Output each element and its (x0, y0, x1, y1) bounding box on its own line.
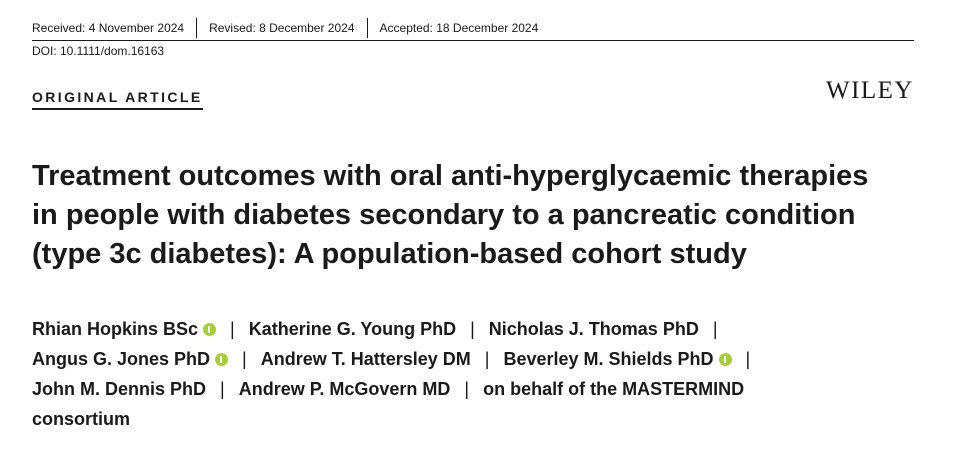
article-type-label: ORIGINAL ARTICLE (32, 89, 203, 110)
author-separator: | (242, 349, 247, 369)
header-rule (32, 40, 914, 41)
author-line-2 (32, 344, 932, 374)
publisher-logo: WILEY (825, 77, 914, 104)
orcid-icon[interactable] (203, 323, 216, 336)
title-line-2: in people with diabetes secondary to a pancreatic condition (32, 199, 856, 231)
consortium-credit-cont: consortium (32, 409, 131, 429)
author-separator: | (470, 319, 475, 339)
author-separator: | (712, 319, 718, 339)
doi-link[interactable]: DOI: 10.1111/dom.16163 (32, 44, 165, 58)
author-separator: | (230, 319, 235, 339)
author-line-4 (32, 404, 932, 434)
revised-date: Revised: 8 December 2024 (196, 18, 366, 38)
author-separator: | (484, 349, 490, 369)
orcid-icon[interactable] (719, 353, 732, 366)
author-hopkins[interactable] (32, 314, 216, 344)
publication-dates (32, 18, 550, 38)
author-line-1 (32, 314, 932, 344)
consortium-credit: on behalf of the MASTERMIND (483, 379, 745, 399)
author-separator: | (745, 349, 751, 369)
author-thomas[interactable]: Nicholas J. Thomas PhD (488, 319, 699, 339)
author-young[interactable]: Katherine G. Young PhD (248, 319, 457, 339)
title-line-1: Treatment outcomes with oral anti-hyperglycaemic therapies (32, 160, 869, 192)
author-separator: | (220, 379, 225, 399)
author-name: Beverley M. Shields PhD (503, 349, 714, 369)
article-title (32, 157, 932, 274)
author-mcgovern[interactable]: Andrew P. McGovern MD (238, 379, 451, 399)
author-list (32, 314, 932, 434)
author-shields[interactable] (503, 344, 731, 374)
author-line-3 (32, 374, 932, 404)
accepted-date: Accepted: 18 December 2024 (367, 18, 551, 38)
orcid-icon[interactable] (215, 353, 228, 366)
received-date: Received: 4 November 2024 (32, 21, 185, 35)
author-dennis[interactable]: John M. Dennis PhD (32, 379, 207, 399)
author-jones[interactable] (32, 344, 228, 374)
title-line-3: (type 3c diabetes): A population-based cohort study (32, 238, 747, 270)
author-name: Rhian Hopkins BSc (32, 319, 199, 339)
author-separator: | (464, 379, 470, 399)
author-hattersley[interactable]: Andrew T. Hattersley DM (260, 349, 471, 369)
author-name: Angus G. Jones PhD (32, 349, 211, 369)
